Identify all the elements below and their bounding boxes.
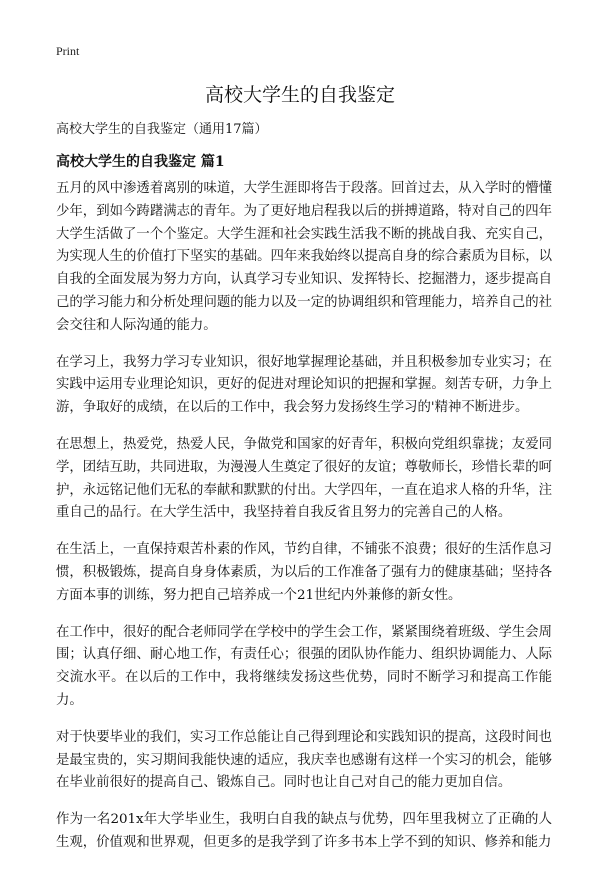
paragraph: 在学习上，我努力学习专业知识，很好地掌握理论基础，并且积极参加专业实习；在实践中运用专业理论知识，更好的促进对理论知识的把握和掌握。刻苦专研，力争上游，争取好的成绩，在以后的工作中，我会努力发扬终生学习的'精神不断进步。 [56, 354, 552, 416]
paragraph: 五月的风中渗透着离别的味道，大学生涯即将告于段落。回首过去，从入学时的懵懂少年，到如今踌躇满志的青年。为了更好地启程我以后的拼搏道路，特对自己的四年大学生活做了一个个鉴定。大学生涯和社会实践生活我不断的挑战自我、充实自己，为实现人生的价值打下坚实的基础。四年来我始终以提高自身的综合素质为目标，以自我的全面发展为努力方向，认真学习专业知识、发挥特长、挖掘潜力，逐步提高自己的学习能力和分析处理问题的能力以及一定的协调组织和管理能力，培养自己的社会交往和人际沟通的能力。 [56, 181, 552, 333]
section-heading: 高校大学生的自我鉴定 篇1 [56, 154, 225, 170]
paragraph: 在工作中，很好的配合老师同学在学校中的学生会工作，紧紧围绕着班级、学生会周围；认真仔细、耐心地工作，有责任心；很强的团队协作能力、组织协调能力、人际交流水平。在以后的工作中，我将继续发扬这些优势，同时不断学习和提高工作能力。 [56, 624, 552, 708]
paragraph: 在思想上，热爱党，热爱人民，争做党和国家的好青年，积极向党组织靠拢；友爱同学，团结互助，共同进取，为漫漫人生奠定了很好的友谊；尊敬师长，珍惜长辈的呵护，永远铭记他们无私的奉献和默默的付出。大学四年，一直在追求人格的升华，注重自己的品行。在大学生活中，我坚持着自我反省且努力的完善自己的人格。 [56, 436, 552, 521]
paragraph: 作为一名201x年大学毕业生，我明白自我的缺点与优势，四年里我树立了正确的人生观，价值观和世界观，但更多的是我学到了许多书本上学不到的知识、修养和能力 [56, 812, 552, 850]
print-link[interactable]: Print [56, 44, 80, 58]
document-title: 高校大学生的自我鉴定 [204, 84, 395, 106]
paragraph: 在生活上，一直保持艰苦朴素的作风，节约自律，不铺张不浪费；很好的生活作息习惯，积极锻炼，提高自身身体素质，为以后的工作准备了强有力的健康基础；坚持各方面本事的训练，努力把自己培养成一个21世纪内外兼修的新女性。 [56, 542, 552, 603]
document-body [56, 178, 552, 869]
paragraph: 对于快要毕业的我们，实习工作总能让自己得到理论和实践知识的提高，这段时间也是最宝贵的，实习期间我能快速的适应，我庆幸也感谢有这样一个实习的机会，能够在毕业前很好的提高自己、锻炼自己。同时也让自己对自己的能力更加自信。 [56, 729, 552, 791]
document-subtitle: 高校大学生的自我鉴定（通用17篇） [56, 122, 268, 137]
